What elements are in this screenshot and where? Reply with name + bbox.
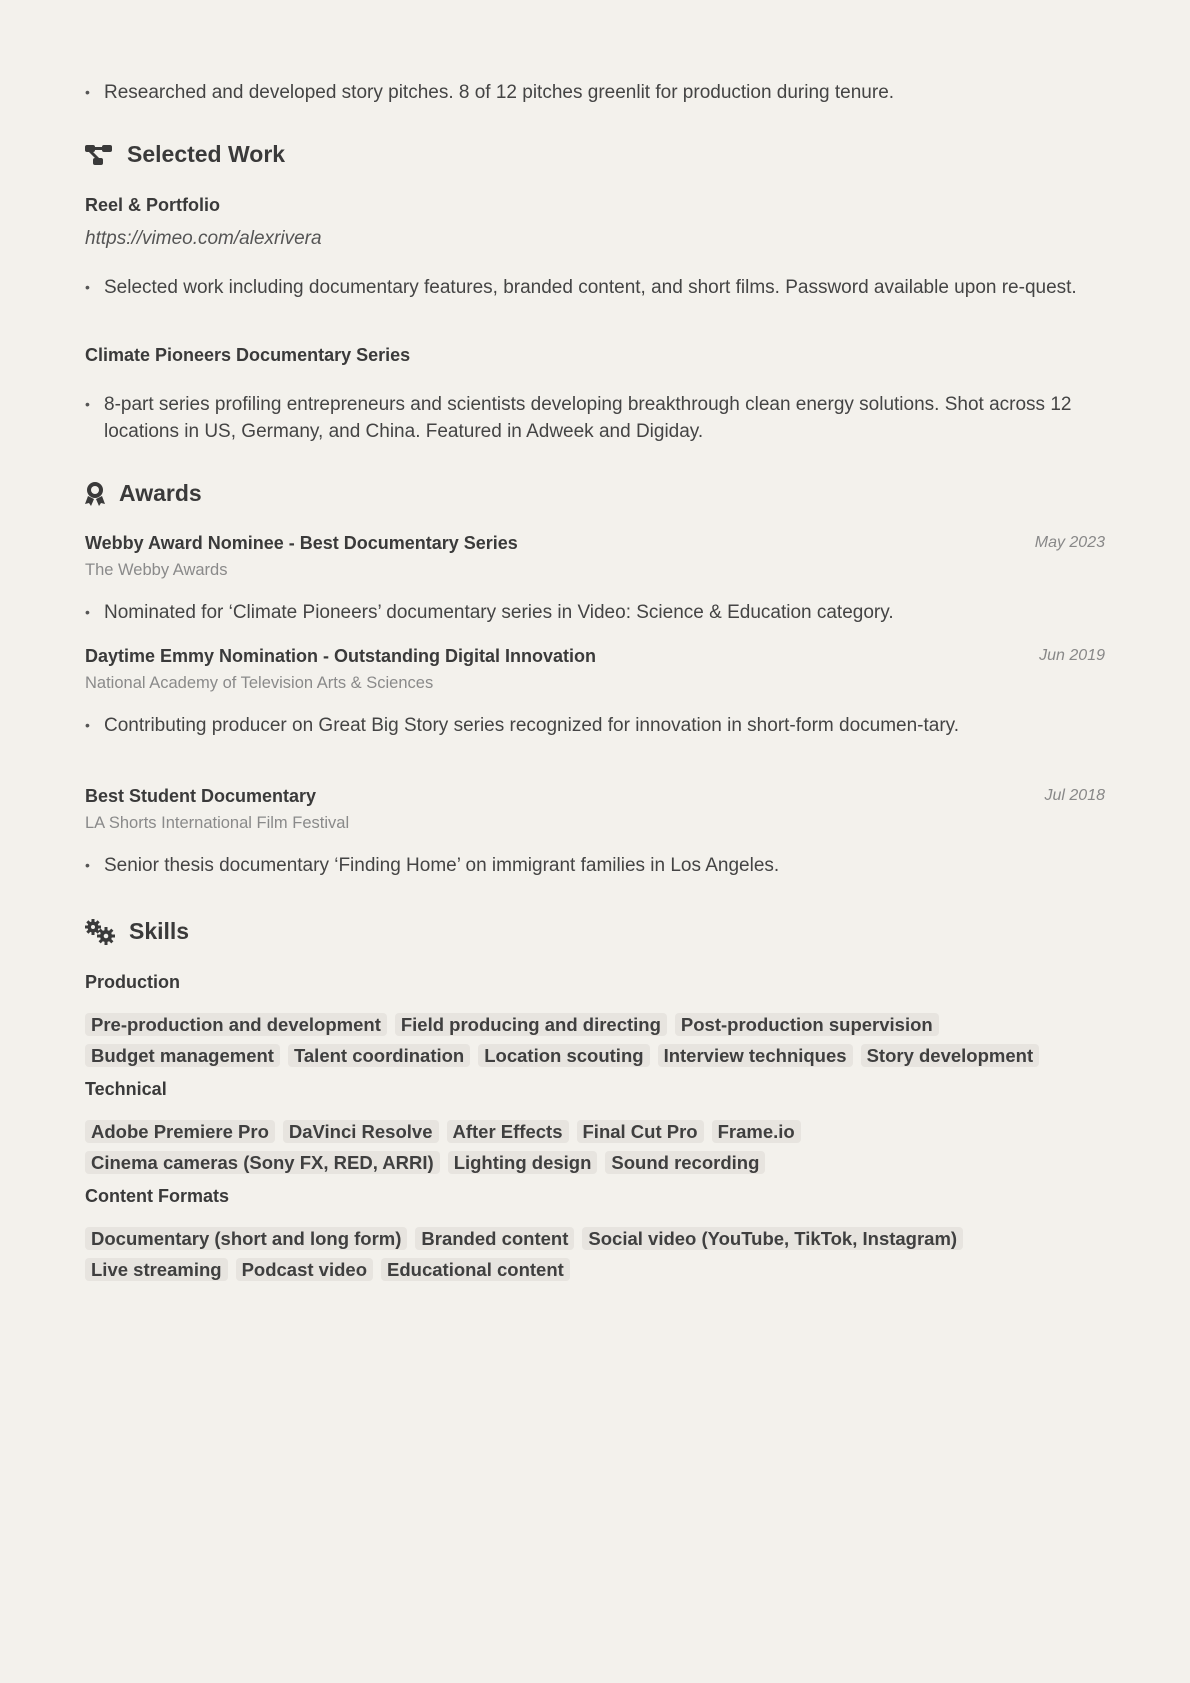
award-ribbon-icon bbox=[85, 481, 105, 507]
skill-tags-content-formats bbox=[85, 1227, 1105, 1281]
award-date: Jul 2018 bbox=[1044, 787, 1105, 804]
skill-tag: DaVinci Resolve bbox=[283, 1120, 439, 1143]
section-skills bbox=[85, 918, 189, 945]
award-bullet: • Nominated for ‘Climate Pioneers’ documentary series in Video: Science & Education category. bbox=[85, 599, 1104, 626]
section-title: Skills bbox=[129, 918, 190, 944]
skill-tag: Frame.io bbox=[712, 1120, 801, 1143]
award-date: Jun 2019 bbox=[1039, 647, 1105, 664]
award-bullet: • Contributing producer on Great Big Story series recognized for innovation in short-form documen-tary. bbox=[85, 712, 1024, 739]
skill-group-title: Production bbox=[85, 972, 180, 992]
award-title: Best Student Documentary bbox=[85, 786, 317, 806]
work-bullet: • Selected work including documentary features, branded content, and short films. Password available upon re-quest. bbox=[85, 274, 1104, 301]
award-org: The Webby Awards bbox=[85, 561, 228, 579]
award-bullet: • Senior thesis documentary ‘Finding Home’ on immigrant families in Los Angeles. bbox=[85, 852, 1104, 879]
skill-tag: Live streaming bbox=[85, 1258, 228, 1281]
skill-tags-production bbox=[85, 1013, 1105, 1067]
skill-tag: Educational content bbox=[381, 1258, 570, 1281]
skill-tag: Podcast video bbox=[236, 1258, 373, 1281]
gears-icon bbox=[85, 919, 115, 945]
skill-tag: Story development bbox=[861, 1044, 1040, 1067]
skill-tag: Social video (YouTube, TikTok, Instagram) bbox=[582, 1227, 963, 1250]
award-org: National Academy of Television Arts & Sciences bbox=[85, 674, 434, 692]
diagram-project-icon bbox=[85, 144, 113, 166]
section-title: Awards bbox=[119, 480, 202, 506]
work-title: Climate Pioneers Documentary Series bbox=[85, 345, 411, 365]
skill-tag: Lighting design bbox=[448, 1151, 598, 1174]
skill-tag: Talent coordination bbox=[288, 1044, 470, 1067]
skill-tag: Documentary (short and long form) bbox=[85, 1227, 407, 1250]
section-awards bbox=[85, 480, 202, 507]
skill-group-title: Content Formats bbox=[85, 1186, 229, 1206]
skill-tag: Pre-production and development bbox=[85, 1013, 387, 1036]
skill-tag: After Effects bbox=[447, 1120, 569, 1143]
award-title: Webby Award Nominee - Best Documentary Series bbox=[85, 533, 518, 553]
skill-tag: Final Cut Pro bbox=[577, 1120, 704, 1143]
skill-tag: Adobe Premiere Pro bbox=[85, 1120, 275, 1143]
work-bullet: • 8-part series profiling entrepreneurs and scientists developing breakthrough clean energy solutions. Shot across 12 locations in US, Germany, and China. Featured in Adweek and Digiday. bbox=[85, 391, 1084, 445]
skill-group-title: Technical bbox=[85, 1079, 167, 1099]
award-title: Daytime Emmy Nomination - Outstanding Digital Innovation bbox=[85, 646, 597, 666]
portfolio-link[interactable]: https://vimeo.com/alexrivera bbox=[85, 228, 322, 249]
skill-tag: Location scouting bbox=[478, 1044, 649, 1067]
section-title: Selected Work bbox=[127, 141, 286, 167]
award-date: May 2023 bbox=[1034, 534, 1105, 551]
skill-tags-technical bbox=[85, 1120, 1105, 1174]
skill-tag: Cinema cameras (Sony FX, RED, ARRI) bbox=[85, 1151, 440, 1174]
work-title: Reel & Portfolio bbox=[85, 195, 221, 215]
award-org: LA Shorts International Film Festival bbox=[85, 814, 350, 832]
experience-bullet: • Researched and developed story pitches. 8 of 12 pitches greenlit for production during tenure. bbox=[85, 79, 1104, 106]
skill-tag: Branded content bbox=[415, 1227, 574, 1250]
skill-tag: Sound recording bbox=[605, 1151, 765, 1174]
skill-tag: Field producing and directing bbox=[395, 1013, 667, 1036]
section-selected-work bbox=[85, 141, 285, 168]
skill-tag: Budget management bbox=[85, 1044, 280, 1067]
skill-tag: Post-production supervision bbox=[675, 1013, 939, 1036]
skill-tag: Interview techniques bbox=[658, 1044, 853, 1067]
